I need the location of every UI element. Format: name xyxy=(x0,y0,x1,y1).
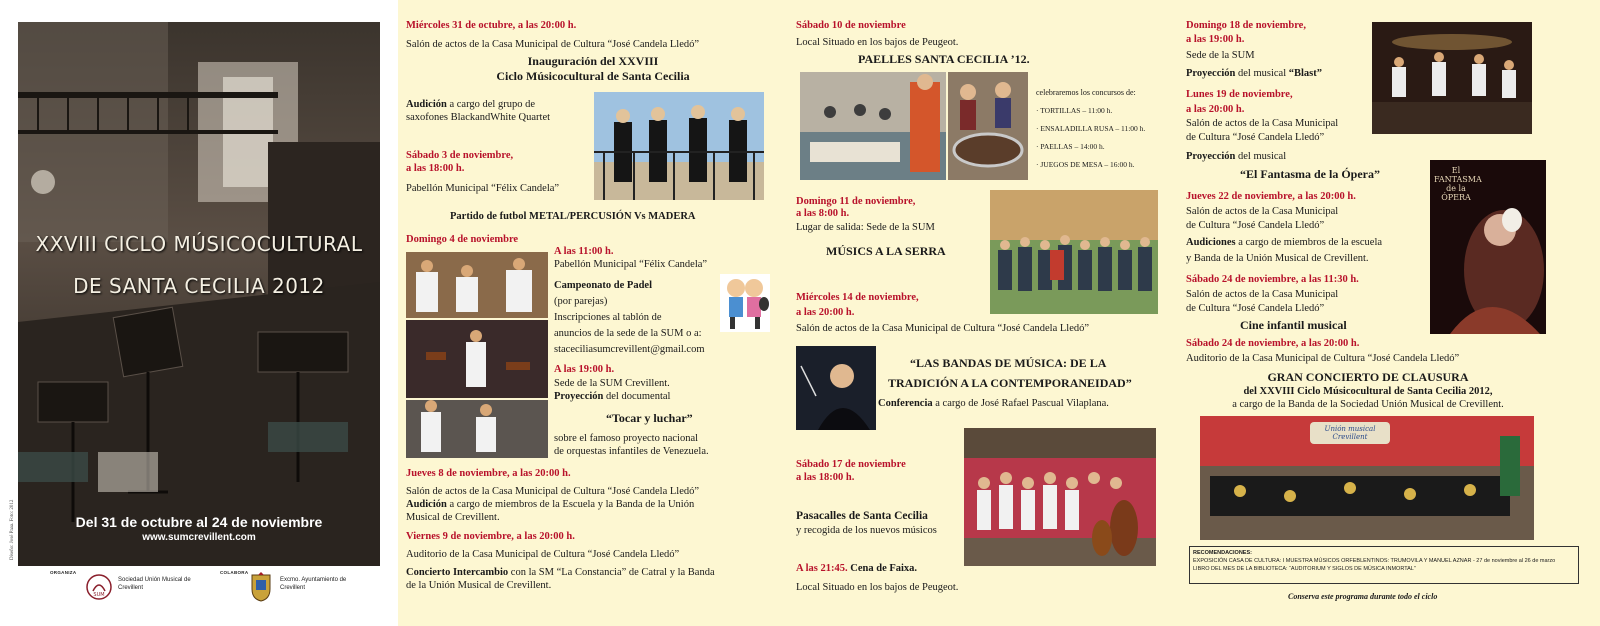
event-desc: saxofones BlackandWhite Quartet xyxy=(406,112,551,123)
event-desc: Musical de Crevillent. xyxy=(406,512,500,523)
event-place: Salón de actos de la Casa Municipal de Cultura “José Candela Lledó” xyxy=(406,39,700,50)
event-desc: Proyección del musical xyxy=(1186,151,1287,162)
organiza-label: ORGANIZA xyxy=(50,570,77,575)
event-place: Salón de actos de la Casa Municipal de Cultura “José Candela Lledó” xyxy=(796,323,1090,334)
column-2 xyxy=(788,0,1178,626)
event-date: a las 20:00 h. xyxy=(796,307,855,318)
documentary-title: “Tocar y luchar” xyxy=(606,411,693,425)
conference-title: “LAS BANDAS DE MÚSICA: DE LA xyxy=(910,356,1107,370)
event-date: Miércoles 31 de octubre, a las 20:00 h. xyxy=(406,20,577,31)
musical-title: “El Fantasma de la Ópera” xyxy=(1240,167,1380,181)
svg-text:SUM: SUM xyxy=(93,592,105,598)
cover-credit: Diseño: José Paaa. Foto: 2012 xyxy=(10,499,15,560)
event-title: Inauguración del XXVIII xyxy=(527,54,659,68)
event-desc: Audición a cargo del grupo de xyxy=(406,99,536,110)
event-place: de Cultura “José Candela Lledó” xyxy=(1186,220,1325,231)
sum-logo-icon xyxy=(86,574,112,600)
sax-quartet-photo xyxy=(594,92,764,200)
event-desc: de orquestas infantiles de Venezuela. xyxy=(554,446,709,457)
event-time: A las 19:00 h. xyxy=(554,364,615,375)
event-title: Campeonato de Padel xyxy=(554,280,652,291)
blast-show-photo xyxy=(1372,22,1532,134)
event-title: MÚSICS A LA SERRA xyxy=(826,244,946,258)
contact-email: staceciliasumcrevillent@gmail.com xyxy=(554,344,705,355)
event-place: Pabellón Municipal “Félix Candela” xyxy=(554,259,708,270)
event-place: Auditorio de la Casa Municipal de Cultura “José Candela Lledó” xyxy=(1186,353,1460,364)
event-desc: y Banda de la Unión Musical de Crevillent. xyxy=(1186,253,1369,264)
colabora-label: COLABORA xyxy=(220,570,249,575)
event-date: a las 18:00 h. xyxy=(796,472,855,483)
cover-photo xyxy=(18,22,380,566)
closing-concert-by: a cargo de la Banda de la Sociedad Unión Musical de Crevillent. xyxy=(1232,399,1504,410)
event-date: Sábado 24 de noviembre, a las 20:00 h. xyxy=(1186,338,1360,349)
event-title: PAELLES SANTA CECILIA ’12. xyxy=(858,52,1030,66)
event-place: Salón de actos de la Casa Municipal xyxy=(1186,206,1339,217)
cover-title-line2: DE SANTA CECILIA 2012 xyxy=(73,274,325,298)
column-3 xyxy=(1178,0,1600,626)
event-desc: anuncios de la sede de la SUM o a: xyxy=(554,328,702,339)
event-desc: (por parejas) xyxy=(554,296,608,307)
event-date: a las 8:00 h. xyxy=(796,208,850,219)
poster-title: El FANTASMA de la ÓPERA xyxy=(1434,166,1482,202)
event-date: a las 19:00 h. xyxy=(1186,34,1245,45)
event-date: a las 18:00 h. xyxy=(406,163,465,174)
event-date: a las 20:00 h. xyxy=(1186,104,1245,115)
event-title: Ciclo Músicocultural de Santa Cecilia xyxy=(496,69,690,83)
hiking-group-photo xyxy=(990,190,1158,314)
contest-item: · PAELLAS – 14:00 h. xyxy=(1036,142,1105,151)
event-desc: Proyección del musical “Blast” xyxy=(1186,68,1323,79)
event-date: Sábado 24 de noviembre, a las 11:30 h. xyxy=(1186,274,1359,285)
recommendation-item: EXPOSICIÓN CASA DE CULTURA: I MUESTRA MÚSICOS ORFEBLENTINOS: TRUMOVILA Y MANUEL AZNAR - 27 de noviembre al 26 de marzo xyxy=(1193,558,1556,564)
conference-title: TRADICIÓN A LA CONTEMPORANEIDAD” xyxy=(888,376,1132,390)
event-date: Jueves 8 de noviembre, a las 20:00 h. xyxy=(406,468,571,479)
event-date: Domingo 18 de noviembre, xyxy=(1186,20,1306,31)
cover-title-line1: XXVIII CICLO MÚSICOCULTURAL xyxy=(35,232,363,256)
recommendations-box xyxy=(1189,546,1579,584)
event-time: A las 11:00 h. xyxy=(554,246,614,257)
contests-intro: celebraremos los concursos de: xyxy=(1036,88,1136,97)
event-desc: Audiciones a cargo de miembros de la escuela xyxy=(1186,237,1383,248)
cover-dates: Del 31 de octubre al 24 de noviembre xyxy=(75,514,323,530)
closing-concert-sub: del XXVIII Ciclo Músicocultural de Santa Cecilia 2012, xyxy=(1243,386,1493,397)
event-date: Domingo 4 de noviembre xyxy=(406,234,519,245)
contest-item: · ENSALADILLA RUSA – 11:00 h. xyxy=(1036,124,1146,133)
recommendation-item: LIBRO DEL MES DE LA BIBLIOTECA: “AUDITORIUM Y SIGLOS DE MÚSICA INMORTAL” xyxy=(1193,566,1416,572)
event-place: Local Situado en los bajos de Peugeot. xyxy=(796,582,959,593)
event-desc: de la Unión Musical de Crevillent. xyxy=(406,580,552,591)
event-date: Domingo 11 de noviembre, xyxy=(796,196,916,207)
event-place: de Cultura “José Candela Lledó” xyxy=(1186,132,1325,143)
event-desc: Inscripciones al tablón de xyxy=(554,312,662,323)
crevillent-shield-icon xyxy=(250,572,272,602)
event-date: Viernes 9 de noviembre, a las 20:00 h. xyxy=(406,531,575,542)
colabora-name: Excmo. Ayuntamiento de Crevillent xyxy=(280,577,347,591)
event-place: de Cultura “José Candela Lledó” xyxy=(1186,303,1325,314)
event-place: Pabellón Municipal “Félix Candela” xyxy=(406,183,560,194)
event-desc: sobre el famoso proyecto nacional xyxy=(554,433,699,444)
event-date: Sábado 17 de noviembre xyxy=(796,459,906,470)
event-desc: y recogida de los nuevos músicos xyxy=(796,525,937,536)
contest-item: · TORTILLAS – 11:00 h. xyxy=(1036,106,1113,115)
keep-program-note: Conserva este programa durante todo el ciclo xyxy=(1288,592,1438,601)
organiza-name: Sociedad Unión Musical de Crevillent xyxy=(118,577,191,591)
phantom-opera-poster xyxy=(1430,160,1546,334)
event-desc: Concierto Intercambio con la SM “La Constancia” de Catral y la Banda xyxy=(406,567,715,578)
event-date: Jueves 22 de noviembre, a las 20:00 h. xyxy=(1186,191,1356,202)
event-place: Salón de actos de la Casa Municipal de Cultura “José Candela Lledó” xyxy=(406,486,700,497)
closing-concert-title: GRAN CONCIERTO DE CLAUSURA xyxy=(1267,370,1469,384)
contest-item: · JUEGOS DE MESA – 16:00 h. xyxy=(1036,160,1135,169)
new-musicians-photo xyxy=(964,428,1156,566)
event-title: Cine infantil musical xyxy=(1240,318,1347,332)
event-date: Lunes 19 de noviembre, xyxy=(1186,89,1293,100)
event-place: Sede de la SUM Crevillent. xyxy=(554,378,670,389)
event-desc: Conferencia a cargo de José Rafael Pascual Vilaplana. xyxy=(878,398,1109,409)
band-concert-photo xyxy=(1200,416,1534,540)
recommendations-title: RECOMENDACIONES: xyxy=(1193,550,1252,556)
padel-cartoon-icon xyxy=(720,274,770,332)
cover-logos xyxy=(50,570,370,620)
event-desc: Audición a cargo de miembros de la Escuela y la Banda de la Unión xyxy=(406,499,695,510)
event-place: Salón de actos de la Casa Municipal xyxy=(1186,118,1339,129)
paella-pan-photo xyxy=(948,72,1028,180)
column-1 xyxy=(398,0,788,626)
event-place: Sede de la SUM xyxy=(1186,50,1255,61)
event-date: Sábado 10 de noviembre xyxy=(796,20,906,31)
event-place: Salón de actos de la Casa Municipal xyxy=(1186,289,1339,300)
cover-panel xyxy=(0,0,398,626)
event-place: Lugar de salida: Sede de la SUM xyxy=(796,222,935,233)
event-title: Pasacalles de Santa Cecilia xyxy=(796,510,928,522)
event-desc: A las 21:45. Cena de Faixa. xyxy=(796,563,918,574)
event-date: Sábado 3 de noviembre, xyxy=(406,150,514,161)
band-banner: Unión musical Crevillent xyxy=(1324,425,1376,441)
paella-photo xyxy=(800,72,946,180)
children-orchestra-photos xyxy=(406,252,548,458)
event-desc: Proyección del documental xyxy=(554,391,671,402)
event-place: Auditorio de la Casa Municipal de Cultura “José Candela Lledó” xyxy=(406,549,680,560)
event-date: Miércoles 14 de noviembre, xyxy=(796,292,919,303)
event-place: Local Situado en los bajos de Peugeot. xyxy=(796,37,959,48)
event-title: Partido de futbol METAL/PERCUSIÓN Vs MADERA xyxy=(450,211,696,222)
conductor-photo xyxy=(796,346,876,430)
cover-website: www.sumcrevillent.com xyxy=(142,532,256,543)
